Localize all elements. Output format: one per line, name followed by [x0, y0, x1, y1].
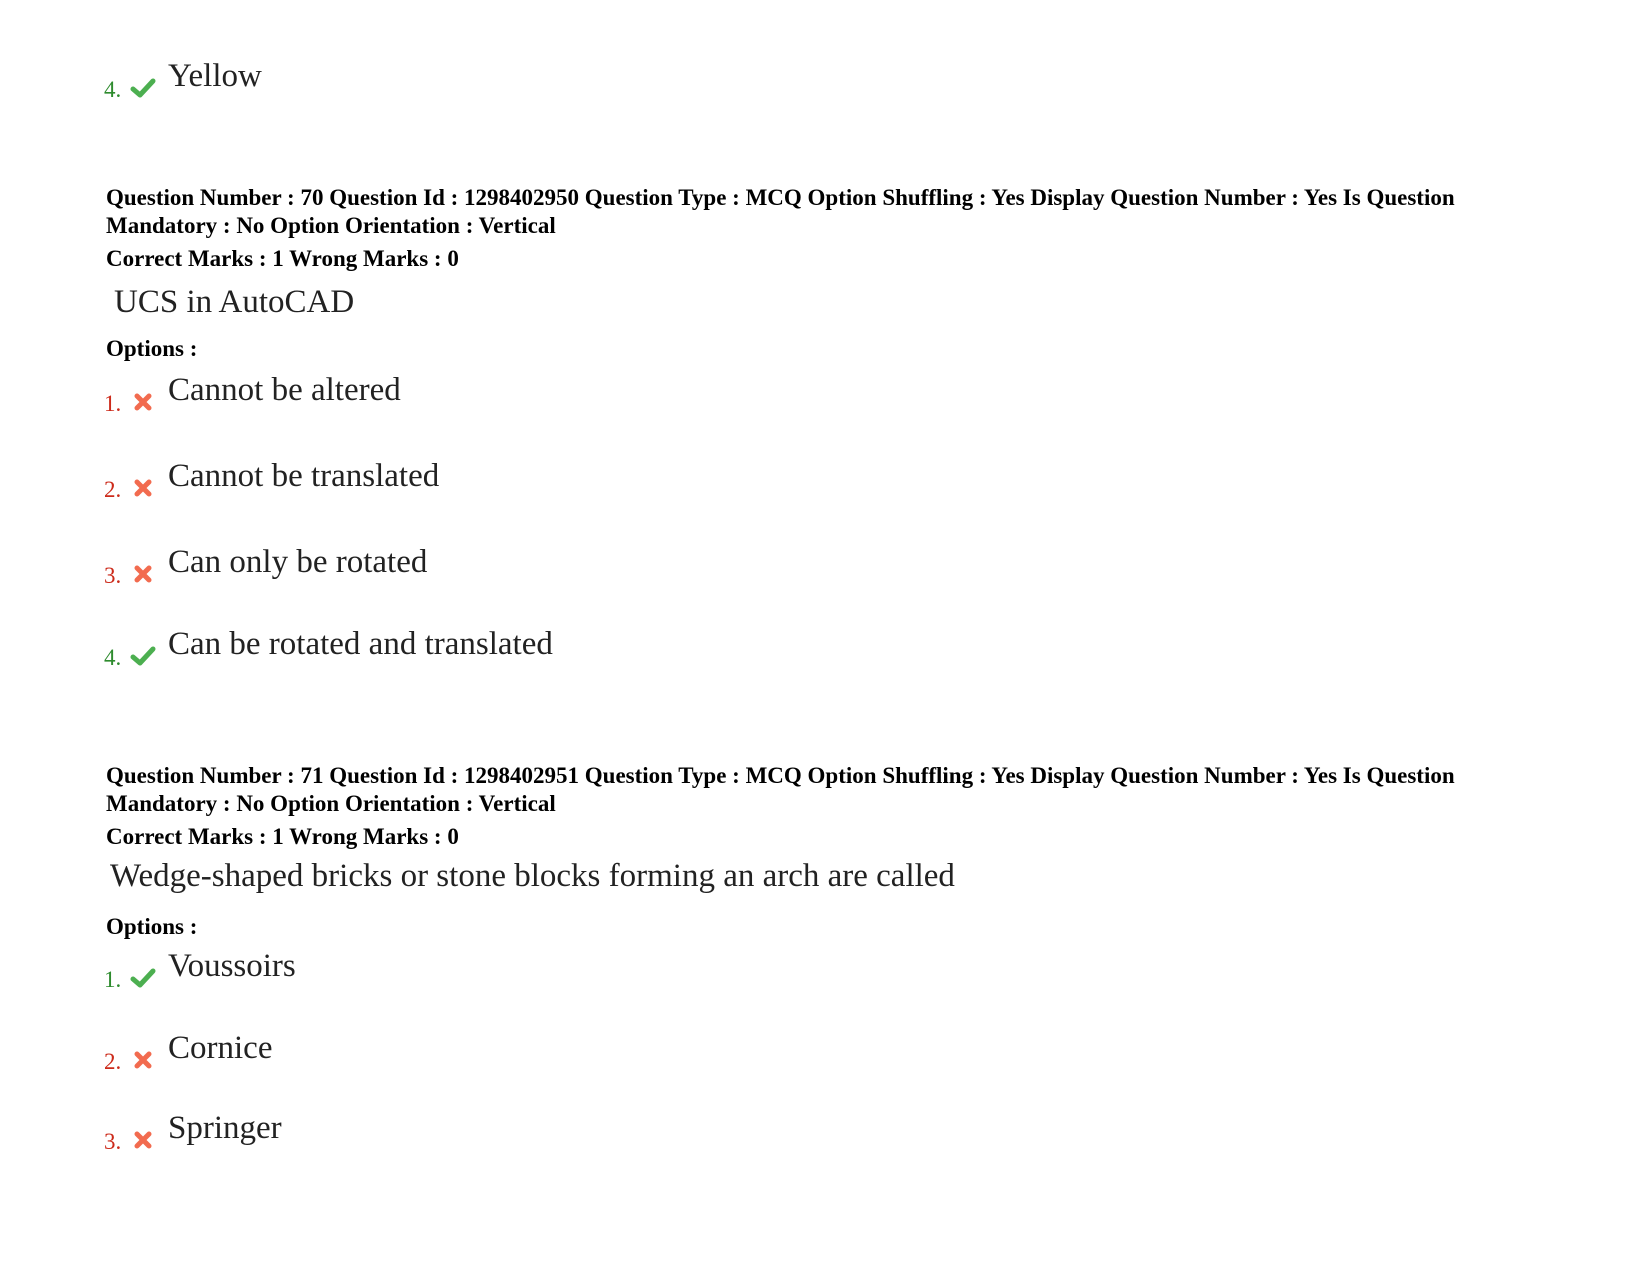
option-text: Voussoirs: [168, 948, 296, 984]
prev-option-4: [104, 58, 262, 103]
question-70-meta: [106, 184, 1526, 240]
q71-option-1: [104, 948, 296, 993]
q71-option-2: [104, 1030, 272, 1075]
q70-option-1: [104, 372, 401, 417]
cross-icon: [130, 1127, 156, 1153]
check-icon: [130, 643, 156, 669]
option-number: 4.: [104, 645, 122, 670]
question-70-marks: Correct Marks : 1 Wrong Marks : 0: [106, 246, 459, 271]
option-number: 2.: [104, 477, 122, 502]
cross-icon: [130, 389, 156, 415]
options-label: Options :: [106, 336, 198, 361]
question-71-meta: [106, 762, 1526, 818]
question-71-text: Wedge-shaped bricks or stone blocks forming an arch are called: [110, 858, 955, 894]
option-number: 1.: [104, 967, 122, 992]
question-meta: Question Number : 71 Question Id : 1298402951 Question Type : MCQ Option Shuffling : Yes Display Question Number : Yes Is Question Mandatory : No Option Orientation : Vertical: [106, 763, 1455, 816]
question-meta: Question Number : 70 Question Id : 1298402950 Question Type : MCQ Option Shuffling : Yes Display Question Number : Yes Is Question Mandatory : No Option Orientation : Vertical: [106, 185, 1455, 238]
question-71-marks: Correct Marks : 1 Wrong Marks : 0: [106, 824, 459, 849]
option-number: 3.: [104, 563, 122, 588]
option-text: Yellow: [168, 58, 262, 94]
option-text: Can be rotated and translated: [168, 626, 553, 662]
cross-icon: [130, 1047, 156, 1073]
option-text: Cannot be translated: [168, 458, 440, 494]
q70-option-3: [104, 544, 427, 589]
q70-option-4: [104, 626, 553, 671]
q71-option-3: [104, 1110, 282, 1155]
option-number: 1.: [104, 391, 122, 416]
q70-option-2: [104, 458, 439, 503]
question-70-text: UCS in AutoCAD: [114, 284, 355, 320]
option-number: 2.: [104, 1049, 122, 1074]
cross-icon: [130, 561, 156, 587]
option-text: Cornice: [168, 1030, 273, 1066]
options-label: Options :: [106, 914, 198, 939]
option-text: Cannot be altered: [168, 372, 401, 408]
cross-icon: [130, 475, 156, 501]
check-icon: [130, 965, 156, 991]
option-number: 3.: [104, 1129, 122, 1154]
option-text: Can only be rotated: [168, 544, 428, 580]
check-icon: [130, 75, 156, 101]
option-text: Springer: [168, 1110, 282, 1146]
option-number: 4.: [104, 77, 122, 102]
